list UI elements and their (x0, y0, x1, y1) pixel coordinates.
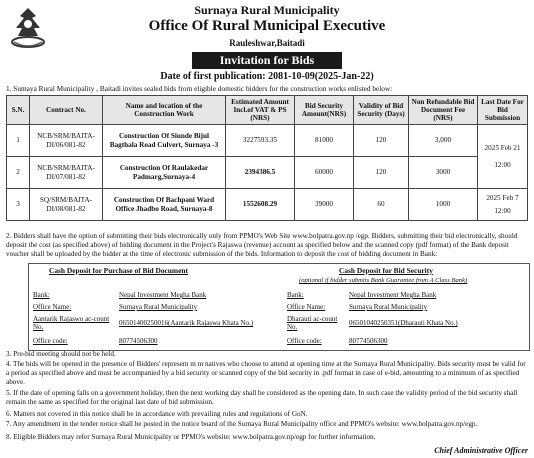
signature-title: Chief Administrative Officer (434, 446, 528, 455)
office-address: Rauleshwar,Baitadi (229, 38, 305, 48)
left-deposit-title: Cash Deposit for Purchase of Bid Document (49, 266, 188, 275)
table-row (7, 157, 528, 189)
row-security: 39000 (295, 189, 354, 221)
table-row (7, 189, 528, 221)
paragraph-2: 2. Bidders shall have the option of submitting their bids electronically only from PPMO's Web Site www.bolpatra.gov.np /egp. Bidders, submitting their bid electronically, should deposit the cost (as specified above) of bidding document in the Project's Rajaswa (revenue) account as specified below and the scanned copy (pdf format) of the Bank deposit voucher shall be uploaded by the bidder at the time of electronic submission of the bids. Information to deposit the cost of bidding document in Bank: (6, 232, 518, 258)
row-contract: SQ/SRM/BAITA-DI/08/081-82 (30, 189, 103, 221)
right-account-label: Dharauti ac-count No. (287, 315, 338, 331)
col-contract: Contract No. (30, 96, 103, 125)
table-header-row (7, 96, 528, 125)
col-fee: Non Refundable Bid Document Fee (NRS) (409, 96, 478, 125)
paragraph-4: 4. The bids will be opened in the presence of Bidders' represem m m natives who choose to attend at opening time at the Surnaya Rural Municipality. Bids security must be valid for a period as specified above and must be accompanied by a bid security or scanned copy of the bid security in .pdf format in case of e-bid, amounting to a minimum of as specified above. (6, 360, 526, 386)
paragraph-8: 8. Eligible Bidders may refer Surnaya Rural Municipality or PPMO's website: www.bolpatra.gov.np/egp for further information. (6, 433, 376, 441)
last-time-1: 12:00 (494, 160, 511, 169)
paragraph-5: 5. If the date of opening falls on a government holiday, then the next working day shall be considered as the opening date. In such case the validity period of the bid security shall remain the same as specified for the original last date of bid submission. (6, 389, 518, 406)
office-title: Office Of Rural Municipal Executive (148, 18, 386, 34)
right-code-value: 80774506300 (349, 337, 388, 345)
row-work: Construction Of Siunde Bijul Bagthala Road Culvert, Surnaya -3 (103, 125, 226, 157)
municipality-name: Surnaya Rural Municipality (194, 3, 340, 17)
row-security: 81000 (295, 125, 354, 157)
row-sn: 3 (7, 189, 30, 221)
right-bank-value: Nepal Investment Megha Bank (349, 291, 437, 299)
left-account-value: 06501400250016(Aantarik Rajaswa Khata No.) (119, 319, 254, 327)
row-last-date-2 (478, 189, 528, 221)
table-row (7, 125, 528, 157)
row-amount: 3227593.35 (226, 125, 295, 157)
left-account-label: Aantarik Rajaswo ac-count No. (33, 315, 110, 331)
row-sn: 2 (7, 157, 30, 189)
row-validity: 120 (354, 157, 409, 189)
last-date-1: 2025 Feb 21 (484, 143, 521, 152)
col-security: Bid Security Amount(NRS) (295, 96, 354, 125)
bids-table (6, 95, 528, 221)
left-code-label: Office code: (33, 337, 68, 345)
col-validity: Validity of Bid Security (Days) (354, 96, 409, 125)
row-fee: 1000 (409, 189, 478, 221)
right-account-value: 06501040250351(Dharauti Khata No.) (349, 319, 458, 327)
paragraph-6: 6. Matters not covered in this notice shall be in accordance with prevailing rules and regulations of GoN. (6, 410, 308, 418)
left-code-value: 80774506300 (119, 337, 158, 345)
row-validity: 120 (354, 125, 409, 157)
row-sn: 1 (7, 125, 30, 157)
row-contract: NCB/SRM/BAITA-DI/07/081-82 (30, 157, 103, 189)
intro-paragraph: 1. Sumaya Rural Municipality , Baitadi invites sealed bids from eligible domestic bidders for the construction works enlisted below: (6, 84, 393, 93)
left-bank-value: Nepal Investment Megha Bank (119, 291, 207, 299)
row-amount: 1552608.29 (226, 189, 295, 221)
col-amount: Estimated Amount Incl.of VAT & PS (NRS) (226, 96, 295, 125)
row-contract: NCB/SRM/BAITA-DI/06/081-82 (30, 125, 103, 157)
right-deposit-title: Cash Deposit for Bid Security (339, 266, 433, 275)
row-security: 60000 (295, 157, 354, 189)
left-office-label: Office Name: (33, 303, 72, 311)
row-amount: 2394386.5 (226, 157, 295, 189)
row-last-date-1 (478, 125, 528, 189)
invitation-banner: Invitation for Bids (192, 52, 342, 69)
publication-date: Date of first publication: 2081-10-09(2025-Jan-22) (160, 71, 374, 82)
right-bank-label: Bank: (287, 291, 304, 299)
right-office-value: Surnaya Rural Municipality (349, 303, 428, 311)
row-fee: 3000 (409, 157, 478, 189)
right-code-label: Office code: (287, 337, 322, 345)
left-office-value: Surnaya Rural Municipality (119, 303, 198, 311)
col-last-date: Last Date For Bid Submission (478, 96, 528, 125)
col-sn: S.N. (7, 96, 30, 125)
left-bank-label: Bank: (33, 291, 50, 299)
last-time-2: 12:00 (494, 206, 511, 215)
row-validity: 60 (354, 189, 409, 221)
cash-deposit-box (28, 263, 530, 351)
row-work: Construction Of Bachpani Ward Office Jhadbo Road, Surnaya-8 (103, 189, 226, 221)
right-office-label: Office Name: (287, 303, 326, 311)
paragraph-7: 7. Any amendment in the tender notice shall be posted in the notice board of the Surnaya Rural Municipality office and PPMO's website: www.bolpatra.gov.np/egp. (6, 420, 478, 428)
last-date-2: 2025 Feb 7 (486, 193, 519, 202)
row-fee: 3,000 (409, 125, 478, 157)
paragraph-3: 3. Pre-bid meeting should not be held. (6, 350, 116, 358)
right-deposit-subtitle: (optional if bidder submits Bank Guarantee from A Class Bank) (299, 277, 468, 284)
row-work: Construction Of Raulakedar Padmarg,Surnaya-4 (103, 157, 226, 189)
col-work: Name and location of the Construction Work (103, 96, 226, 125)
